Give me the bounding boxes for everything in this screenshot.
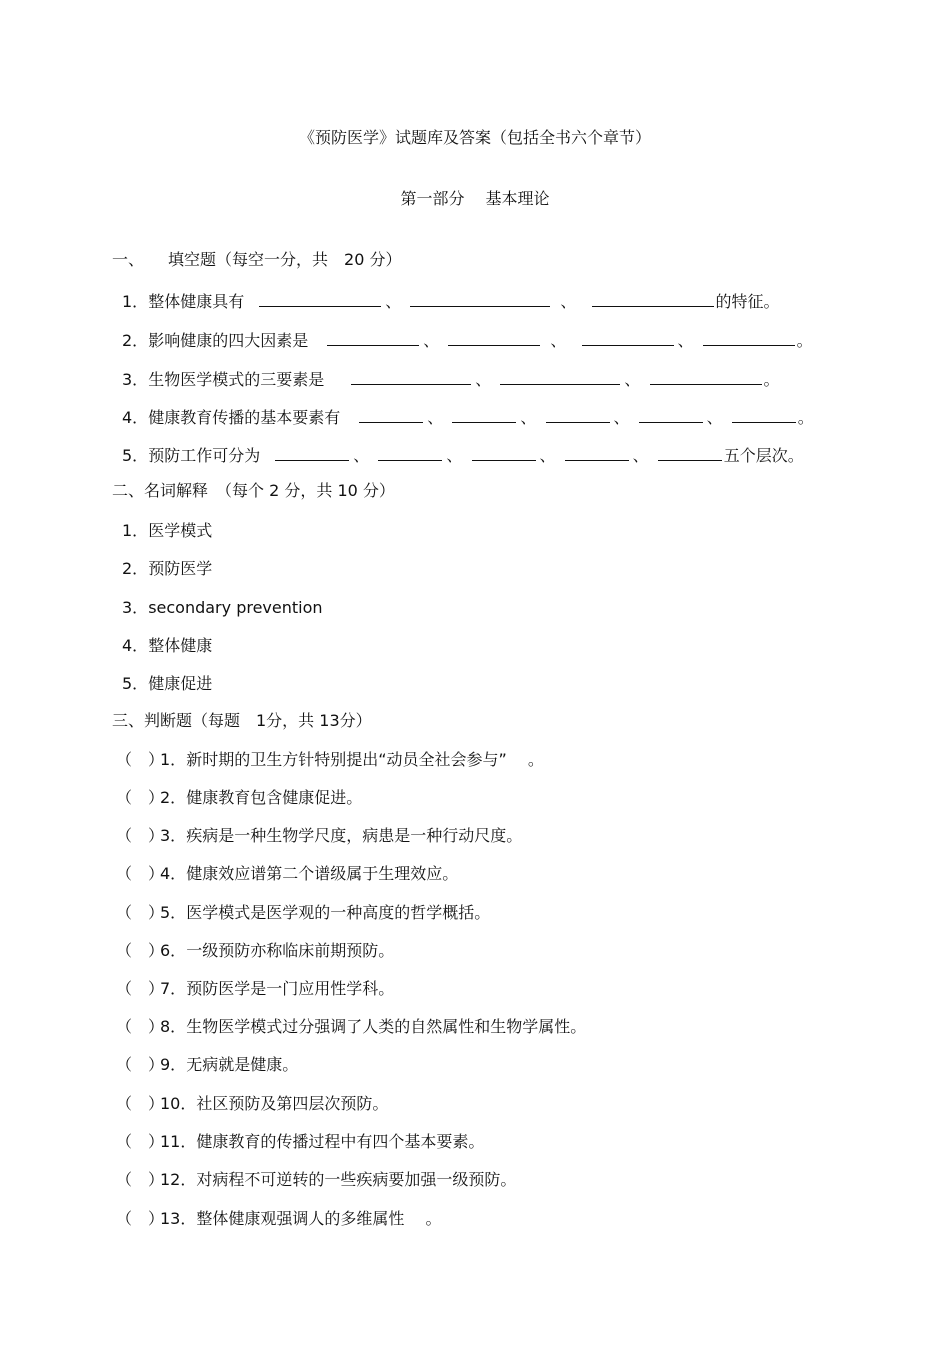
item-text: 新时期的卫生方针特别提出“动员全社会参与” 。: [186, 750, 544, 769]
item-text: 医学模式: [148, 521, 213, 540]
item-text: 生物医学模式过分强调了人类的自然属性和生物学属性。: [186, 1017, 587, 1036]
item-ending: 。: [796, 331, 813, 350]
item-text: 整体健康观强调人的多维属性 。: [196, 1209, 442, 1228]
item-text: 疾病是一种生物学尺度，病患是一种行动尺度。: [186, 826, 523, 845]
item-number: 11．: [160, 1132, 197, 1151]
fill-item-5: [122, 444, 804, 466]
answer-parentheses[interactable]: （ ）: [116, 826, 165, 845]
fill-item-4: [122, 406, 814, 428]
item-text: 健康教育包含健康促进。: [186, 788, 363, 807]
item-number: 7．: [160, 979, 187, 998]
answer-blank[interactable]: [500, 368, 620, 385]
item-ending: 。: [797, 408, 814, 427]
answer-blank[interactable]: [565, 444, 629, 461]
section-1-number: 一、: [112, 250, 145, 269]
judge-item-4: [116, 864, 458, 884]
document-title: 《预防医学》试题库及答案（包括全书六个章节）: [298, 128, 651, 147]
item-number: 3．: [122, 370, 149, 389]
answer-parentheses[interactable]: （ ）: [116, 1055, 165, 1074]
judge-item-7: [116, 979, 394, 999]
judge-item-5: [116, 903, 490, 923]
answer-blank[interactable]: [472, 444, 536, 461]
section-1-title: 填空题（每空一分，共 20 分）: [168, 250, 402, 269]
item-number: 3．: [122, 598, 149, 617]
judge-item-12: [116, 1170, 516, 1190]
item-text: 健康教育的传播过程中有四个基本要素。: [196, 1132, 485, 1151]
answer-blank[interactable]: [259, 290, 381, 307]
answer-blank[interactable]: [448, 329, 540, 346]
term-item-4: [122, 636, 212, 656]
judge-item-1: [116, 750, 544, 770]
judge-item-13: [116, 1209, 441, 1229]
separator: 、: [706, 408, 723, 427]
judge-item-6: [116, 941, 394, 961]
answer-blank[interactable]: [452, 406, 516, 423]
term-item-5: [122, 674, 212, 694]
answer-parentheses[interactable]: （ ）: [116, 979, 165, 998]
item-ending: 的特征。: [715, 292, 780, 311]
item-number: 6．: [160, 941, 187, 960]
judge-item-8: [116, 1017, 586, 1037]
answer-blank[interactable]: [327, 329, 419, 346]
term-item-3: [122, 598, 323, 618]
item-number: 4．: [122, 636, 149, 655]
item-text: 预防医学: [148, 559, 213, 578]
section-1-heading: [112, 250, 401, 270]
item-number: 5．: [160, 903, 187, 922]
item-number: 9．: [160, 1055, 187, 1074]
item-text: 社区预防及第四层次预防。: [196, 1094, 389, 1113]
item-number: 1．: [122, 292, 149, 311]
item-number: 1．: [160, 750, 187, 769]
separator: 、: [560, 292, 577, 311]
answer-blank[interactable]: [658, 444, 722, 461]
separator: 、: [427, 408, 444, 427]
item-number: 10．: [160, 1094, 197, 1113]
separator: 、: [353, 446, 370, 465]
item-text: 生物医学模式的三要素是: [148, 370, 325, 389]
separator: 、: [677, 331, 694, 350]
section-3-heading: 三、判断题（每题 1分，共 13分）: [112, 711, 372, 730]
separator: 、: [475, 370, 492, 389]
item-number: 3．: [160, 826, 187, 845]
item-text: secondary prevention: [148, 598, 323, 617]
fill-item-3: [122, 368, 780, 390]
answer-parentheses[interactable]: （ ）: [116, 1094, 165, 1113]
term-item-2: [122, 559, 212, 579]
answer-blank[interactable]: [410, 290, 550, 307]
fill-item-1: [122, 290, 780, 312]
item-text: 无病就是健康。: [186, 1055, 299, 1074]
item-text: 对病程不可逆转的一些疾病要加强一级预防。: [196, 1170, 517, 1189]
answer-blank[interactable]: [703, 329, 795, 346]
answer-parentheses[interactable]: （ ）: [116, 788, 165, 807]
item-text: 一级预防亦称临床前期预防。: [186, 941, 395, 960]
item-number: 12．: [160, 1170, 197, 1189]
judge-item-2: [116, 788, 362, 808]
answer-blank[interactable]: [650, 368, 762, 385]
answer-parentheses[interactable]: （ ）: [116, 1209, 165, 1228]
item-number: 5．: [122, 446, 149, 465]
separator: 、: [520, 408, 537, 427]
item-number: 1．: [122, 521, 149, 540]
item-number: 8．: [160, 1017, 187, 1036]
answer-parentheses[interactable]: （ ）: [116, 864, 165, 883]
fill-item-2: [122, 329, 813, 351]
item-ending: 五个层次。: [723, 446, 804, 465]
separator: 、: [632, 446, 649, 465]
separator: 、: [550, 331, 567, 350]
answer-blank[interactable]: [378, 444, 442, 461]
item-text: 预防医学是一门应用性学科。: [186, 979, 395, 998]
item-number: 2．: [122, 559, 149, 578]
answer-parentheses[interactable]: （ ）: [116, 750, 165, 769]
answer-blank[interactable]: [732, 406, 796, 423]
separator: 、: [539, 446, 556, 465]
item-number: 2．: [122, 331, 149, 350]
answer-blank[interactable]: [359, 406, 423, 423]
item-ending: 。: [763, 370, 780, 389]
answer-parentheses[interactable]: （ ）: [116, 1132, 165, 1151]
separator: 、: [385, 292, 402, 311]
section-2-heading: 二、名词解释 （每个 2 分，共 10 分）: [112, 481, 395, 500]
part-heading: 第一部分 基本理论: [400, 189, 550, 208]
item-number: 4．: [122, 408, 149, 427]
item-number: 13．: [160, 1209, 197, 1228]
answer-parentheses[interactable]: （ ）: [116, 1017, 165, 1036]
answer-parentheses[interactable]: （ ）: [116, 941, 165, 960]
judge-item-3: [116, 826, 522, 846]
judge-item-9: [116, 1055, 298, 1075]
item-text: 整体健康具有: [148, 292, 245, 311]
item-number: 5．: [122, 674, 149, 693]
separator: 、: [613, 408, 630, 427]
answer-blank[interactable]: [582, 329, 674, 346]
item-text: 健康教育传播的基本要素有: [148, 408, 341, 427]
answer-blank[interactable]: [639, 406, 703, 423]
answer-blank[interactable]: [351, 368, 471, 385]
separator: 、: [624, 370, 641, 389]
item-number: 2．: [160, 788, 187, 807]
answer-blank[interactable]: [546, 406, 610, 423]
answer-blank[interactable]: [592, 290, 714, 307]
answer-blank[interactable]: [275, 444, 349, 461]
item-text: 整体健康: [148, 636, 213, 655]
separator: 、: [446, 446, 463, 465]
item-text: 影响健康的四大因素是: [148, 331, 309, 350]
item-text: 健康促进: [148, 674, 213, 693]
term-item-1: [122, 521, 212, 541]
item-number: 4．: [160, 864, 187, 883]
answer-parentheses[interactable]: （ ）: [116, 903, 165, 922]
separator: 、: [423, 331, 440, 350]
judge-item-10: [116, 1094, 388, 1114]
judge-item-11: [116, 1132, 484, 1152]
item-text: 预防工作可分为: [148, 446, 261, 465]
item-text: 医学模式是医学观的一种高度的哲学概括。: [186, 903, 491, 922]
answer-parentheses[interactable]: （ ）: [116, 1170, 165, 1189]
item-text: 健康效应谱第二个谱级属于生理效应。: [186, 864, 459, 883]
